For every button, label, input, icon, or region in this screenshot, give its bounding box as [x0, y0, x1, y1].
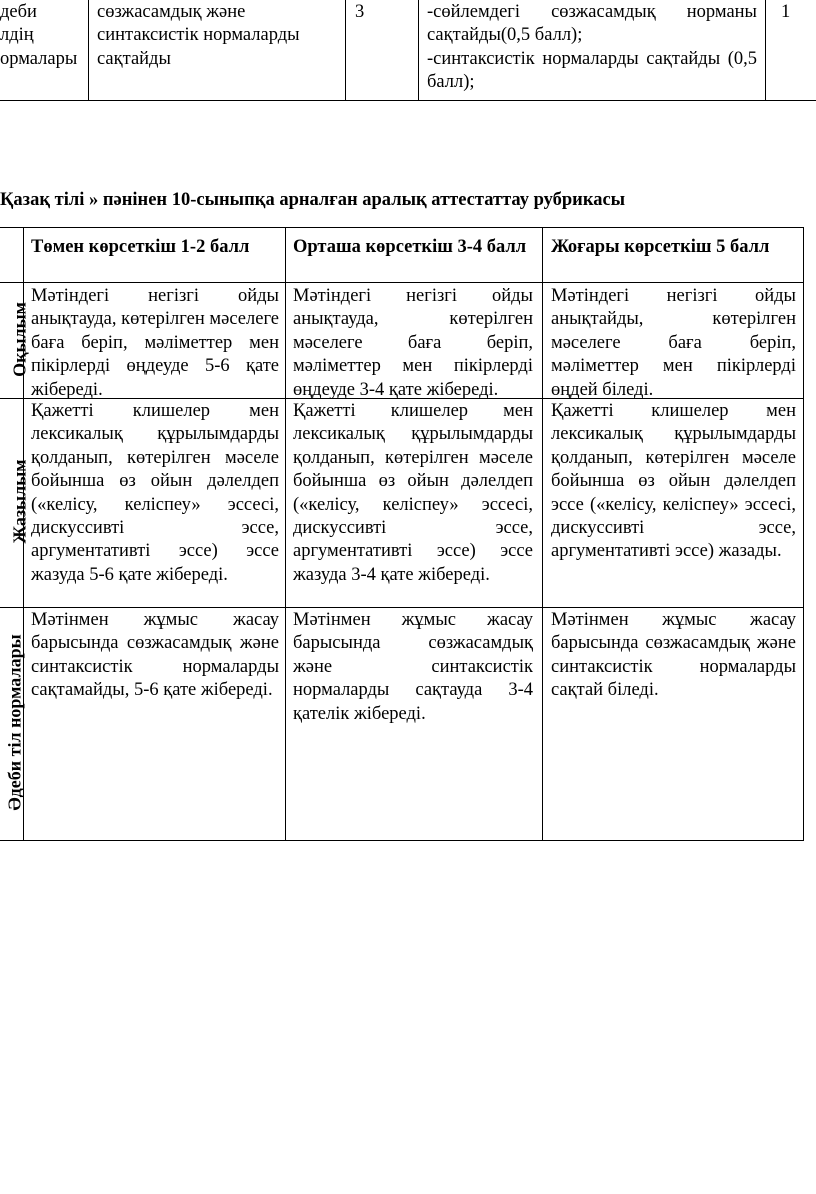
- rubric-cell-norms-low: Мәтінмен жұмыс жасау барысында сөзжасамдық және синтаксистік нормаларды сақтамайды, 5-6 қате жібереді.: [31, 610, 279, 701]
- rubric-cell-writing-low: Қажетті клишелер мен лексикалық құрылымдарды қолданып, көтерілген мәселе бойынша өз ойын дәлелдеп («келісу, келіспеу» эссесі, дискуссивті эссе, аргументативті эссе) эссе жазуда 5-6 қате жібереді.: [31, 401, 279, 585]
- header-low: Төмен көрсеткіш 1-2 балл: [31, 237, 250, 257]
- table-border: [0, 282, 804, 283]
- rubric-cell-norms-high: Мәтінмен жұмыс жасау барысында сөзжасамдық және синтаксистік нормаларды сақтай біледі.: [551, 610, 796, 701]
- table-border: [345, 0, 346, 101]
- descriptor-line: -сөйлемдегі сөзжасамдық норманы сақтайды(0,5 балл);: [427, 2, 757, 46]
- table-border: [0, 607, 804, 608]
- top-table-cell-descriptor: [427, 1, 757, 95]
- row-label-text: Әдеби тіл нормалары: [4, 634, 25, 811]
- header-high: Жоғары көрсеткіш 5 балл: [551, 237, 770, 257]
- top-table-cell-task: 3: [355, 2, 365, 22]
- row-label-norms: [0, 608, 23, 840]
- header-medium: Орташа көрсеткіш 3-4 балл: [293, 237, 527, 257]
- rubric-cell-writing-high: Қажетті клишелер мен лексикалық құрылымдарды қолданып, көтерілген мәселе бойынша өз ойын дәлелдеп эссе («келісу, келіспеу» эссесі, дискуссивті эссе, аргументативті эссе) жазады.: [551, 401, 796, 562]
- top-table-cell-score: 1: [781, 2, 791, 22]
- rubric-cell-reading-low: Мәтіндегі негізгі ойды анықтауда, көтерілген мәселеге баға беріп, мәліметтер мен пікірлерді өңдеуде 5-6 қате жібереді.: [31, 286, 279, 400]
- rubric-cell-reading-high: Мәтіндегі негізгі ойды анықтайды, көтерілген мәселеге баға беріп, мәліметтер мен пікірлерді өңдей біледі.: [551, 286, 796, 400]
- row-label-text: Оқылым: [9, 302, 30, 377]
- table-border: [285, 227, 286, 841]
- table-border: [803, 227, 804, 841]
- table-border: [0, 100, 816, 101]
- rubric-cell-norms-medium: Мәтінмен жұмыс жасау барысында сөзжасамдық және синтаксистік нормаларды сақтауда 3-4 қателік жібереді.: [293, 610, 533, 724]
- table-border: [765, 0, 766, 101]
- rubric-cell-reading-medium: Мәтіндегі негізгі ойды анықтауда, көтерілген мәселеге баға беріп, мәліметтер мен пікірлерді өңдеуде 3-4 қате жібереді.: [293, 286, 533, 400]
- row-label-text: Жазылым: [9, 459, 30, 544]
- table-border: [88, 0, 89, 101]
- table-border: [542, 227, 543, 841]
- row-label-reading: [0, 283, 30, 398]
- table-border: [0, 227, 804, 228]
- descriptor-line: -синтаксистік нормаларды сақтайды (0,5 балл);: [427, 48, 757, 93]
- table-border: [0, 840, 804, 841]
- row-label-writing: [0, 399, 30, 607]
- rubric-cell-writing-medium: Қажетті клишелер мен лексикалық құрылымдарды қолданып, көтерілген мәселе бойынша өз ойын дәлелдеп («келісу, келіспеу» эссесі, дискуссивті эссе, аргументативті эссе) эссе жазуда 3-4 қате жібереді.: [293, 401, 533, 585]
- top-table-cell-criteria: сөзжасамдық және синтаксистік нормаларды сақтайды: [97, 2, 300, 69]
- top-table-cell-label: деби лдің ормалары: [0, 2, 78, 69]
- table-border: [418, 0, 419, 101]
- rubric-title: Қазақ тілі » пәнінен 10-сыныпқа арналған аралық аттестаттау рубрикасы: [0, 190, 626, 210]
